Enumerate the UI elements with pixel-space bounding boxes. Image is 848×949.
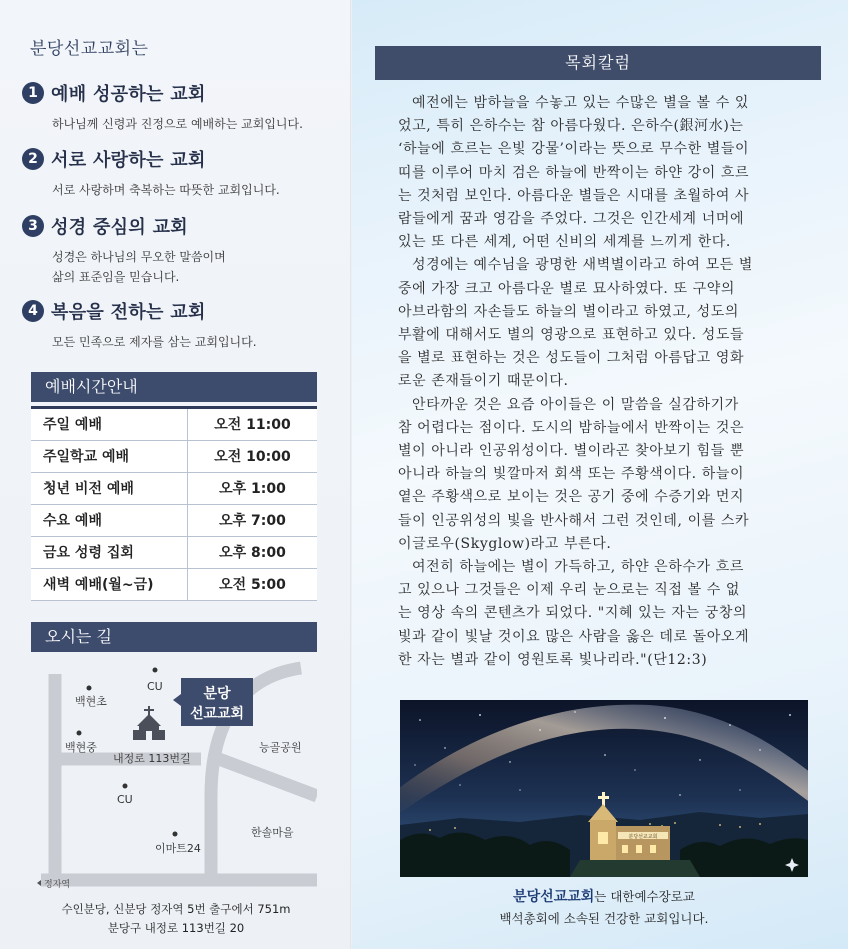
article-line: 참 어렵다는 점이다. 도시의 밤하늘에서 반짝이는 것은 — [398, 419, 745, 436]
article-line: 고 있으나 그것들은 이제 우리 눈으로는 직접 볼 수 없 — [398, 582, 741, 599]
tenet-line: 모든 민족으로 제자를 삼는 교회입니다. — [52, 335, 257, 349]
tenet-4 — [22, 298, 257, 352]
article-line: 아브라함의 자손들도 하늘의 별이라고 하였고, 성도의 — [398, 303, 740, 320]
poi-dot — [77, 731, 82, 736]
pastor-column-article — [398, 92, 810, 672]
table-row — [31, 505, 317, 537]
tenet-number: 2 — [22, 148, 44, 170]
service-time: 오후 8:00 — [219, 545, 286, 561]
tenet-description — [52, 332, 257, 352]
directions-heading: 오시는 길 — [31, 622, 317, 652]
tenet-description — [52, 114, 303, 134]
map-label-cu-top: CU — [147, 680, 163, 693]
article-line: 는 영상 속의 콘텐츠가 되었다. "지혜 있는 자는 궁창의 — [398, 605, 748, 622]
church-intro-title: 분당선교교회는 — [30, 39, 149, 59]
service-name: 청년 비전 예배 — [31, 473, 188, 504]
churchyard — [570, 860, 700, 877]
service-time: 오후 7:00 — [219, 513, 286, 529]
tenet-description — [52, 247, 226, 287]
map-label-elementary: 백현초 — [75, 695, 107, 708]
tenet-title: 성경 중심의 교회 — [51, 217, 188, 238]
article-line: 들이 인공위성의 빛을 반사해서 그런 것인데, 이를 스카 — [398, 512, 750, 529]
article-line: 을 별로 표현하는 것은 성도들이 그처럼 아름답고 영화 — [398, 350, 745, 367]
article-line: 있는 또 다른 세계, 어떤 신비의 세계를 느끼게 한다. — [398, 234, 731, 251]
table-row — [31, 409, 317, 441]
directions-caption — [20, 900, 332, 938]
article-line: 이글로우(Skyglow)라고 부른다. — [398, 535, 612, 552]
tenet-title: 서로 사랑하는 교회 — [51, 150, 206, 171]
article-line: 별이 아니라 인공위성이다. 별이라곤 찾아보기 힘들 뿐 — [398, 443, 745, 460]
table-row — [31, 537, 317, 569]
tenet-number: 4 — [22, 300, 44, 322]
tenet-line: 성경은 하나님의 무오한 말씀이며 — [52, 250, 226, 264]
tenet-title: 예배 성공하는 교회 — [51, 84, 206, 105]
service-time: 오전 5:00 — [219, 577, 286, 593]
tenet-1 — [22, 80, 303, 134]
callout-line-1: 분당 — [203, 686, 231, 702]
church-name: 분당선교교회 — [513, 889, 595, 905]
article-line: 예전에는 밤하늘을 수놓고 있는 수많은 별을 볼 수 있 — [412, 95, 750, 111]
service-name: 금요 성령 집회 — [31, 537, 188, 568]
service-time: 오전 11:00 — [214, 417, 291, 433]
caption-text: 는 대한예수장로교 — [594, 889, 695, 904]
article-line: 람들에게 꿈과 영감을 주었다. 그것은 인간세계 너머에 — [398, 211, 745, 228]
article-line: 부활에 대해서도 별의 영광으로 표현하고 있다. 성도들 — [398, 327, 745, 344]
poi-dot — [173, 832, 178, 837]
tenet-line: 하나님께 신령과 진정으로 예배하는 교회입니다. — [52, 117, 303, 131]
tenet-title: 복음을 전하는 교회 — [51, 302, 206, 323]
station-arrow-icon — [37, 880, 41, 886]
article-line: 로운 존재들이기 때문이다. — [398, 373, 569, 390]
road — [211, 756, 317, 796]
caption-line — [400, 886, 808, 908]
map-label-station: 정자역 — [44, 880, 71, 890]
map-label-cu-bottom: CU — [117, 793, 133, 806]
article-line: 아니라 하늘의 빛깔마저 회색 또는 주황색이다. 하늘이 — [398, 466, 745, 483]
article-line: 는 것처럼 보인다. 아름다운 별들은 시대를 초월하여 사 — [398, 187, 750, 204]
article-line: 여전히 하늘에는 별이 가득하고, 하얀 은하수가 흐르 — [412, 559, 744, 576]
article-line: 옅은 주황색으로 보이는 것은 공기 중에 수증기와 먼지 — [398, 489, 745, 506]
worship-schedule-table — [31, 406, 317, 601]
church-icon — [133, 706, 165, 740]
service-time: 오후 1:00 — [219, 481, 286, 497]
article-line: 띠를 이루어 마치 검은 하늘에 반짝이는 하얀 강이 흐르 — [398, 164, 750, 181]
trees-right — [680, 838, 808, 877]
table-row — [31, 441, 317, 473]
map-label-hansol: 한솔마을 — [251, 826, 294, 839]
tenet-number: 1 — [22, 82, 44, 104]
location-map — [31, 656, 317, 896]
tenet-number: 3 — [22, 215, 44, 237]
church-sign: 분당선교교회 — [628, 834, 658, 840]
tenet-2 — [22, 146, 280, 200]
milky-way-church-photo — [400, 700, 808, 877]
church-callout — [173, 678, 253, 726]
callout-line-2: 선교교회 — [189, 706, 245, 722]
article-line: 성경에는 예수님을 광명한 새벽별이라고 하여 모든 별 — [412, 257, 754, 274]
article-line: 었고, 특히 은하수는 참 아름다웠다. 은하수(銀河水)는 — [398, 118, 744, 135]
column-heading: 목회칼럼 — [375, 46, 821, 80]
map-label-road: 내정로 113번길 — [113, 752, 191, 765]
tenet-line: 삶의 표준임을 믿습니다. — [52, 270, 180, 284]
table-row — [31, 569, 317, 601]
article-line: ‘하늘에 흐르는 은빛 강물’이라는 뜻으로 무수한 별들이 — [398, 141, 750, 158]
tenet-line: 서로 사랑하며 축복하는 따뜻한 교회입니다. — [52, 183, 280, 197]
article-line: 안타까운 것은 요즘 아이들은 이 말씀을 실감하기가 — [412, 396, 739, 413]
poi-dot — [153, 668, 158, 673]
caption-line: 분당구 내정로 113번길 20 — [107, 921, 245, 935]
service-name: 주일학교 예배 — [31, 441, 188, 472]
map-label-emart24: 이마트24 — [155, 842, 201, 855]
tenet-3 — [22, 213, 226, 287]
service-name: 수요 예배 — [31, 505, 188, 536]
article-line: 중에 가장 크고 아름다운 별로 묘사하였다. 또 구약의 — [398, 280, 736, 297]
table-row — [31, 473, 317, 505]
caption-line: 백석총회에 소속된 건강한 교회입니다. — [499, 911, 709, 926]
map-label-middle-school: 백현중 — [65, 741, 97, 754]
map-label-park: 능골공원 — [259, 741, 302, 754]
caption-line: 수인분당, 신분당 정자역 5번 출구에서 751m — [61, 902, 291, 916]
article-line: 빛과 같이 빛날 것이요 많은 사람을 옳은 데로 돌아오게 — [398, 628, 750, 645]
poi-dot — [87, 686, 92, 691]
article-line: 한 자는 별과 같이 영원토록 빛나리라."(단12:3) — [398, 651, 708, 668]
service-name: 주일 예배 — [31, 409, 188, 440]
tenet-description — [52, 180, 280, 200]
photo-caption — [400, 886, 808, 929]
schedule-heading: 예배시간안내 — [31, 372, 317, 402]
service-name: 새벽 예배(월~금) — [31, 569, 188, 600]
service-time: 오전 10:00 — [214, 449, 291, 465]
poi-dot — [123, 784, 128, 789]
